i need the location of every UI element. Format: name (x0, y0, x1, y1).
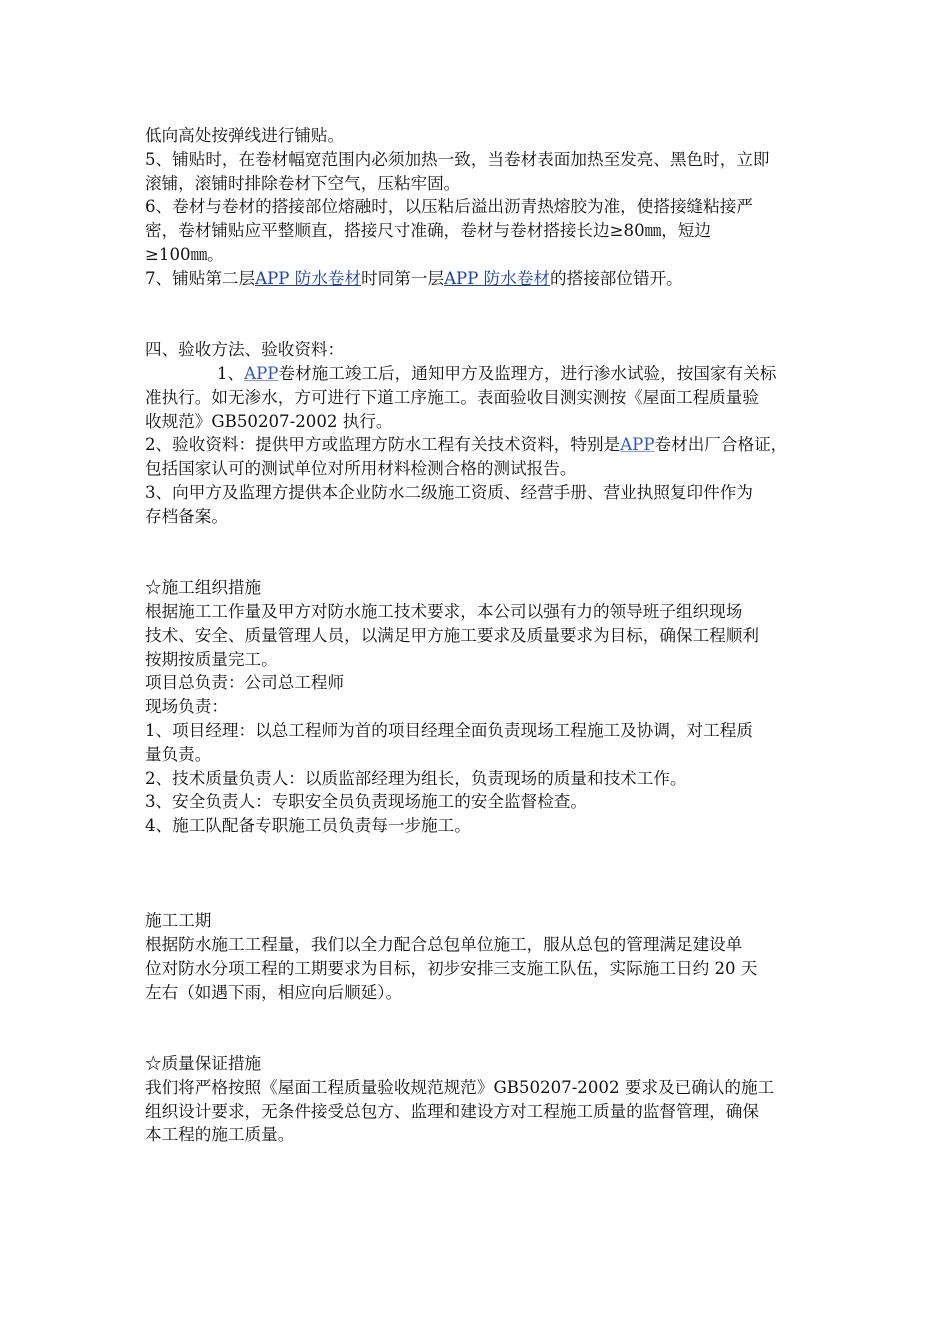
accept1-rest: 卷材施工竣工后，通知甲方及监理方，进行渗水试验，按国家有关标 (278, 363, 777, 383)
org-site: 现场负责： (145, 697, 228, 717)
quality-body-line2: 组织设计要求，无条件接受总包方、监理和建设方对工程施工质量的监督管理，确保 (145, 1101, 759, 1121)
period-body-line1: 根据防水施工工程量，我们以全力配合总包单位施工，服从总包的管理满足建设单 (145, 935, 743, 955)
accept3-line1: 3、向甲方及监理方提供本企业防水二级施工资质、经营手册、营业执照复印件作为 (145, 482, 753, 502)
spacer (145, 862, 825, 886)
accept3-line2: 存档备案。 (145, 506, 228, 526)
step7-line (145, 267, 825, 291)
accept1-line3: 收规范》GB50207-2002 执行。 (145, 411, 393, 431)
period-body-line3: 左右（如遇下雨，相应向后顺延）。 (145, 982, 403, 1002)
step5-line1: 5、铺贴时，在卷材幅宽范围内必须加热一致，当卷材表面加热至发亮、黑色时，立即 (145, 149, 770, 169)
spacer (145, 552, 825, 576)
spacer (145, 886, 825, 910)
quality-body-line1: 我们将严格按照《屋面工程质量验收规范规范》GB50207-2002 要求及已确认的施工 (145, 1077, 775, 1097)
spacer (145, 838, 825, 862)
step7-suffix: 的搭接部位错开。 (550, 268, 683, 288)
app-waterproof-link-1[interactable]: APP 防水卷材 (255, 268, 362, 288)
spacer (145, 529, 825, 553)
step6-line3: ≥100㎜。 (145, 244, 224, 264)
period-body-line2: 位对防水分项工程的工期要求为目标，初步安排三支施工队伍，实际施工日约 20 天 (145, 958, 758, 978)
accept2-line2: 包括国家认可的测试单位对所用材料检测合格的测试报告。 (145, 459, 577, 479)
step6-line1: 6、卷材与卷材的搭接部位熔融时，以压粘后溢出沥青热熔胶为准，使搭接缝粘接严 (145, 197, 753, 217)
accept2-line1 (145, 433, 825, 457)
step5-line2: 滚铺，滚铺时排除卷材下空气，压粘牢固。 (145, 173, 461, 193)
section4-title: 四、验收方法、验收资料： (145, 340, 345, 360)
accept2-prefix: 2、验收资料：提供甲方或监理方防水工程有关技术资料，特别是 (145, 435, 621, 455)
accept1-line2: 准执行。如无渗水，方可进行下道工序施工。表面验收目测实测按《屋面工程质量验 (145, 387, 759, 407)
app-waterproof-link-2[interactable]: APP 防水卷材 (444, 268, 551, 288)
spacer (145, 1004, 825, 1028)
spacer (145, 1028, 825, 1052)
org-item-line4: 3、安全负责人：专职安全员负责现场施工的安全监督检查。 (145, 792, 587, 812)
spacer (145, 291, 825, 315)
accept1-prefix: 1、 (217, 363, 245, 383)
step4-tail: 低向高处按弹线进行铺贴。 (145, 126, 345, 145)
accept1-line1 (145, 362, 825, 386)
step7-middle: 时同第一层 (361, 268, 445, 288)
org-item-line5: 4、施工队配备专职施工员负责每一步施工。 (145, 816, 471, 836)
org-item-line1: 1、项目经理：以总工程师为首的项目经理全面负责现场工程施工及协调，对工程质 (145, 720, 753, 740)
org-body-line1: 根据施工工作量及甲方对防水施工技术要求，本公司以强有力的领导班子组织现场 (145, 601, 743, 621)
quality-body-line3: 本工程的施工质量。 (145, 1125, 295, 1145)
step7-prefix: 7、铺贴第二层 (145, 268, 256, 288)
org-item-line2: 量负责。 (145, 744, 212, 764)
org-lead: 项目总负责：公司总工程师 (145, 673, 345, 693)
app-link-accept2[interactable]: APP (620, 435, 655, 455)
accept2-suffix: 卷材出厂合格证， (654, 435, 788, 455)
org-title: ☆施工组织措施 (145, 578, 262, 598)
app-link-accept1[interactable]: APP (244, 363, 279, 383)
org-body-line2: 技术、安全、质量管理人员，以满足甲方施工要求及质量要求为目标，确保工程顺利 (145, 625, 759, 645)
document-page (145, 124, 825, 1147)
quality-title: ☆质量保证措施 (145, 1054, 262, 1074)
period-title: 施工工期 (145, 911, 212, 931)
spacer (145, 314, 825, 338)
org-body-line3: 按期按质量完工。 (145, 649, 278, 669)
step6-line2: 密，卷材铺贴应平整顺直，搭接尺寸准确，卷材与卷材搭接长边≥80㎜，短边 (145, 221, 712, 241)
org-item-line3: 2、技术质量负责人：以质监部经理为组长，负责现场的质量和技术工作。 (145, 768, 687, 788)
